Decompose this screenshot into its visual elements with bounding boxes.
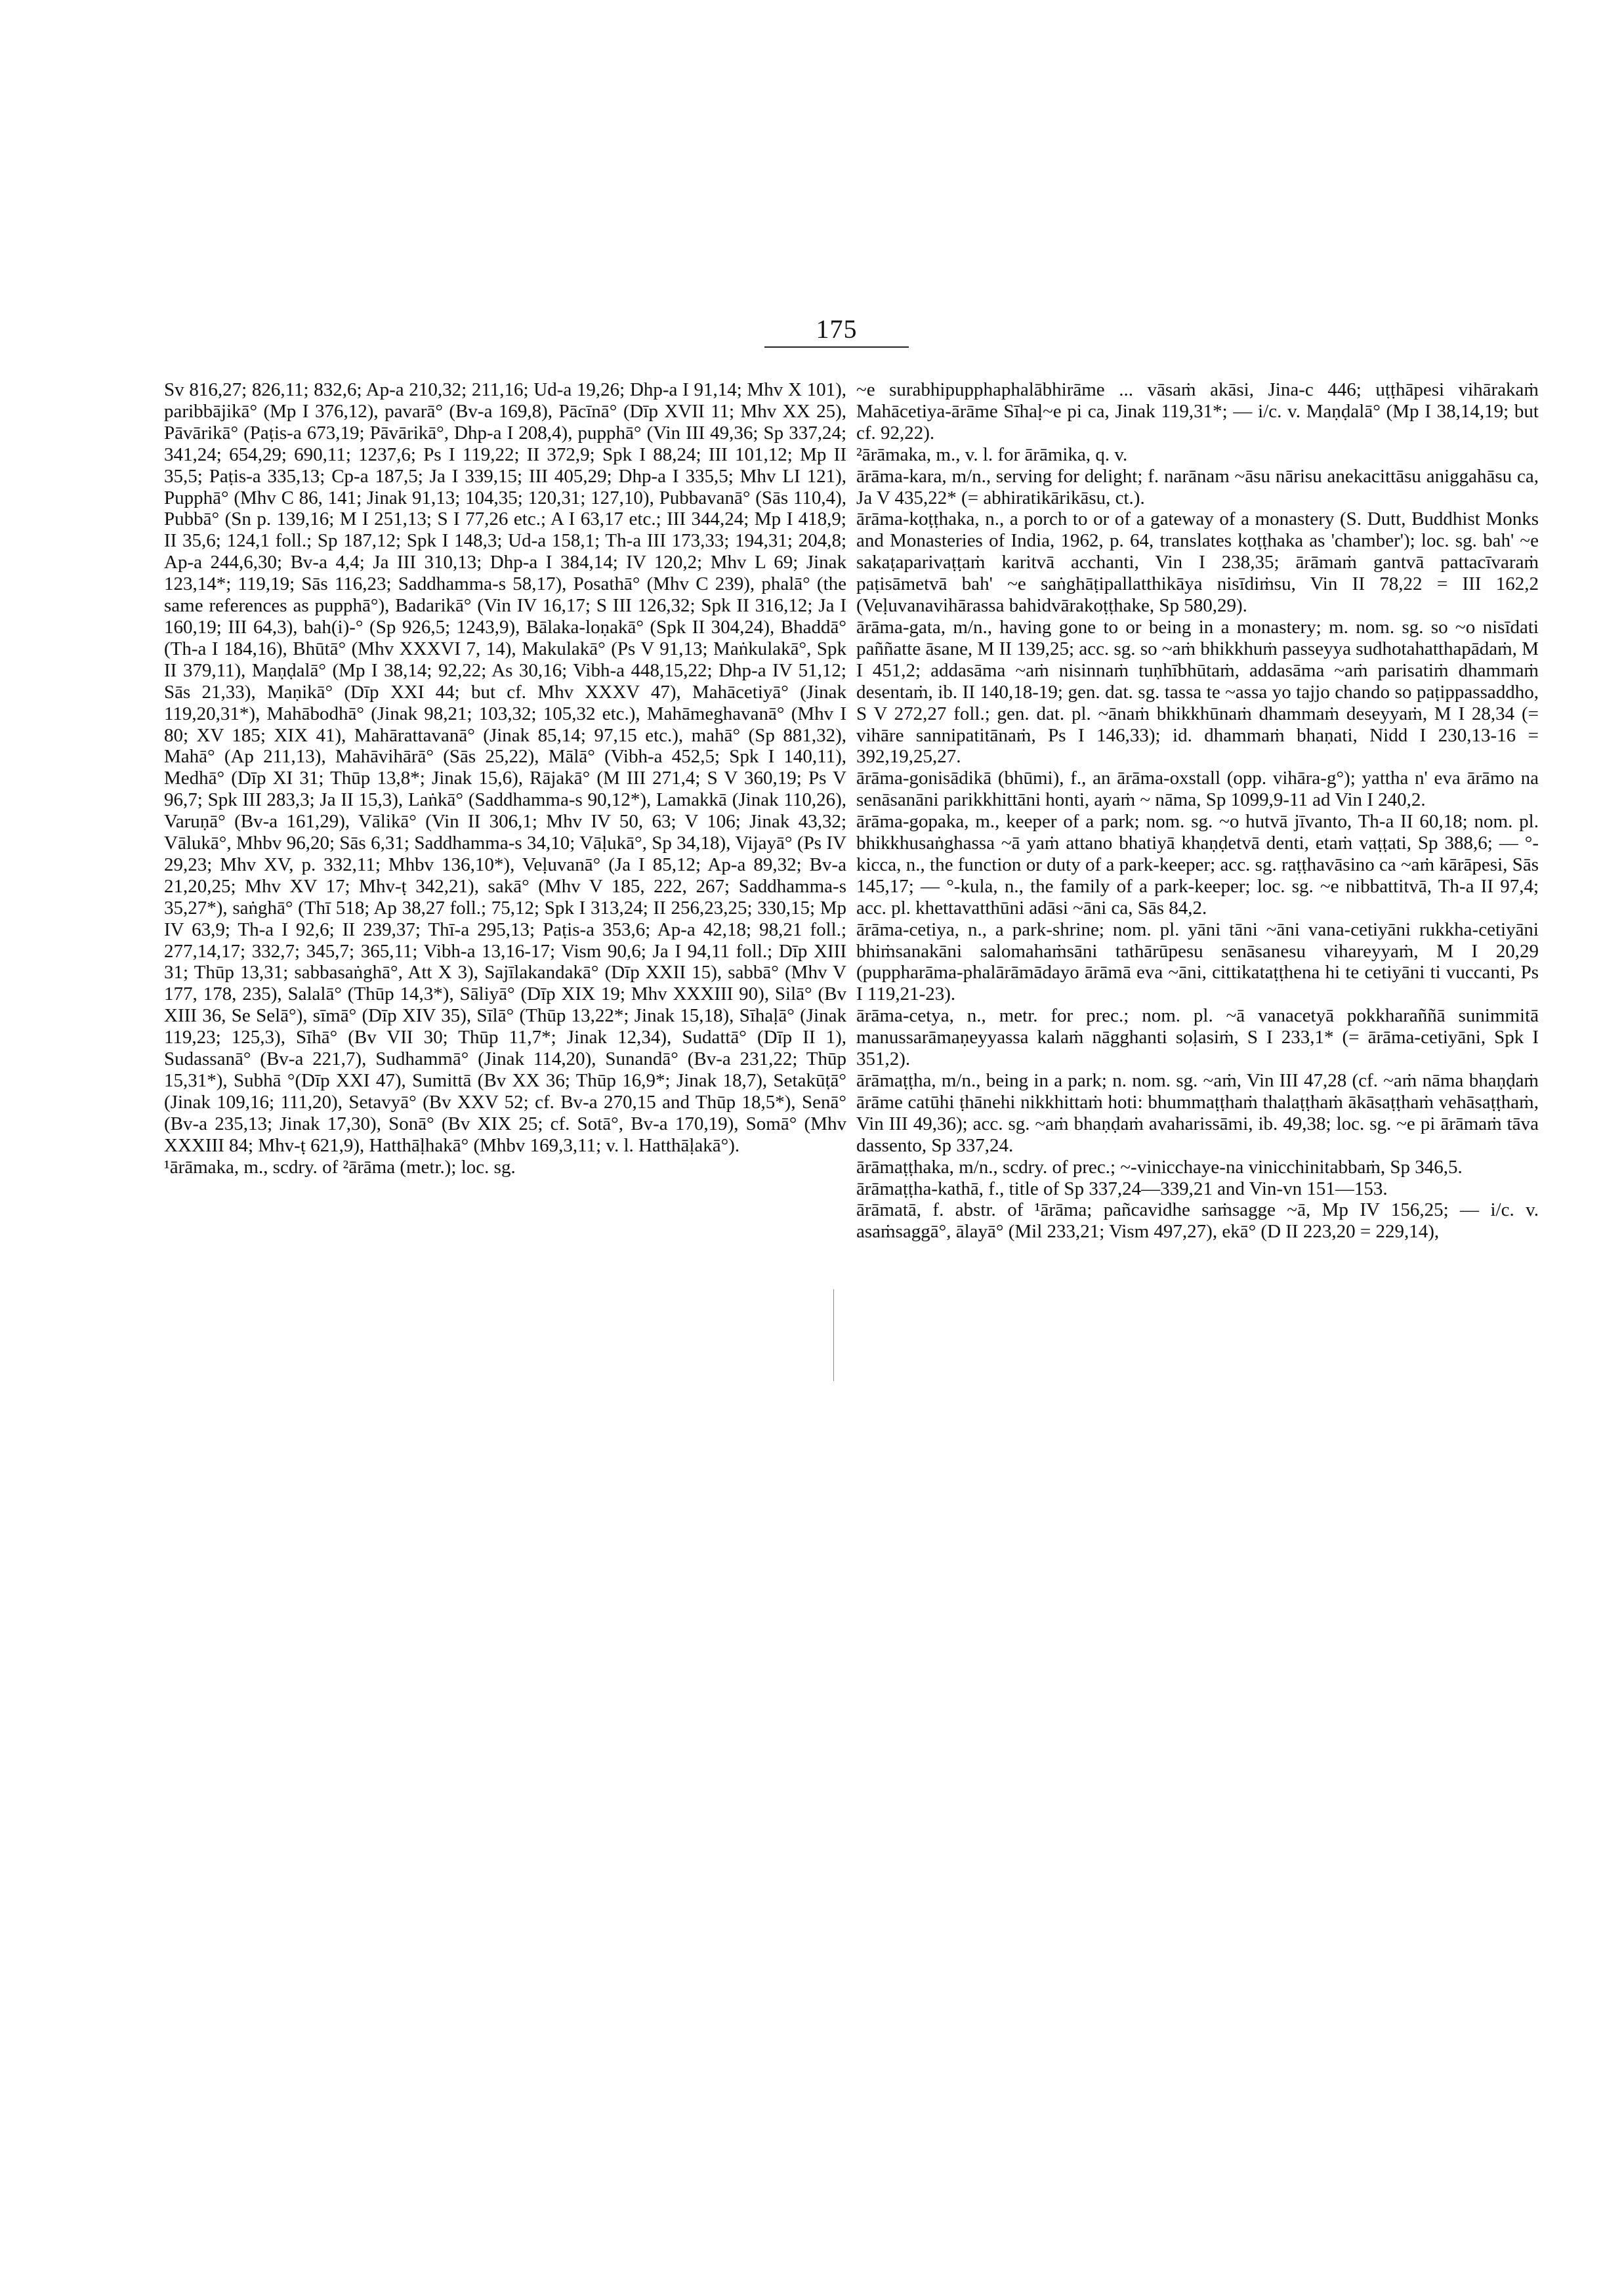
right-paragraph-9: ārāma-cetya, n., metr. for prec.; nom. pl. ~ā vanacetyā pokkharaññā sunimmitā manussarāmaṇeyyassa kalaṁ nāgghanti soḷasiṁ, S I 233,1* (= ārāma-cetiyāni, Spk I 351,2). [856, 1005, 1539, 1070]
right-paragraph-4: ārāma-koṭṭhaka, n., a porch to or of a gateway of a monastery (S. Dutt, Buddhist Monks and Monasteries of India, 1962, p. 64, translates koṭṭhaka as 'chamber'); loc. sg. bah' ~e sakaṭaparivaṭṭaṁ karitvā acchanti, Vin I 238,35; ārāmaṁ gantvā pattacīvaraṁ paṭisāmetvā bah' ~e saṅghāṭipallatthikāya nisīdiṁsu, Vin II 78,22 = III 162,2 (Veḷuvanavihārassa bahidvārakoṭṭhake, Sp 580,29). [856, 508, 1539, 617]
right-paragraph-1: ~e surabhipupphaphalābhirāme ... vāsaṁ akāsi, Jina-c 446; uṭṭhāpesi vihārakaṁ Mahācetiya-ārāme Sīhaḷ~e pi ca, Jinak 119,31*; — i/c. v. Maṇḍalā° (Mp I 38,14,19; but cf. 92,22). [856, 379, 1539, 444]
right-paragraph-5: ārāma-gata, m/n., having gone to or being in a monastery; m. nom. sg. so ~o nisīdati paññatte āsane, M II 139,25; acc. sg. so ~aṁ bhikkhuṁ passeyya sudhotahatthapādaṁ, M I 451,2; addasāma ~aṁ nisinnaṁ tuṇhībhūtaṁ, addasāma ~aṁ parisatiṁ dhammaṁ desentaṁ, ib. II 140,18-19; gen. dat. sg. tassa te ~assa yo tajjo chando so paṭippassaddho, S V 272,27 foll.; gen. dat. pl. ~ānaṁ bhikkhūnaṁ dhammaṁ deseyyaṁ, M I 28,34 (= vihāre sannipatitānaṁ, Ps I 146,33); id. dhammaṁ bhaṇati, Nidd I 230,13-16 = 392,19,25,27. [856, 616, 1539, 768]
right-paragraph-13: ārāmatā, f. abstr. of ¹ārāma; pañcavidhe saṁsagge ~ā, Mp IV 156,25; — i/c. v. asaṁsaggā°, ālayā° (Mil 233,21; Vism 497,27), ekā° (D II 223,20 = 229,14), [856, 1199, 1539, 1243]
right-paragraph-10: ārāmaṭṭha, m/n., being in a park; n. nom. sg. ~aṁ, Vin III 47,28 (cf. ~aṁ nāma bhaṇḍaṁ ārāme catūhi ṭhānehi nikkhittaṁ hoti: bhummaṭṭhaṁ thalaṭṭhaṁ ākāsaṭṭhaṁ vehāsaṭṭhaṁ, Vin III 49,36); acc. sg. ~aṁ bhaṇḍaṁ avaharissāmi, ib. 49,38; loc. sg. ~e pi ārāmaṁ tāva dassento, Sp 337,24. [856, 1070, 1539, 1156]
right-column [856, 379, 1539, 1243]
page-number-rule [764, 346, 909, 348]
right-paragraph-12: ārāmaṭṭha-kathā, f., title of Sp 337,24—339,21 and Vin-vn 151—153. [856, 1178, 1388, 1199]
right-paragraph-2: ²ārāmaka, m., v. l. for ārāmika, q. v. [856, 444, 1128, 465]
right-paragraph-3: ārāma-kara, m/n., serving for delight; f. narānam ~āsu nārisu anekacittāsu aniggahāsu ca, Ja V 435,22* (= abhiratikārikāsu, ct.). [856, 465, 1539, 508]
right-paragraph-6: ārāma-gonisādikā (bhūmi), f., an ārāma-oxstall (opp. vihāra-g°); yattha n' eva ārāmo na senāsanāni parikkhittāni honti, ayaṁ ~ nāma, Sp 1099,9-11 ad Vin I 240,2. [856, 768, 1539, 811]
page-number: 175 [816, 314, 858, 344]
left-column [164, 379, 846, 1178]
right-paragraph-7: ārāma-gopaka, m., keeper of a park; nom. sg. ~o hutvā jīvanto, Th-a II 60,18; nom. pl. bhikkhusaṅghassa ~ā yaṁ attano bhatiyā khaṇḍetvā denti, etaṁ vaṭṭati, Sp 388,6; — °-kicca, n., the function or duty of a park-keeper; acc. sg. raṭṭhavāsino ca ~aṁ kārāpesi, Sās 145,17; — °-kula, n., the family of a park-keeper; loc. sg. ~e nibbattitvā, Th-a II 97,4; acc. pl. khettavatthūni adāsi ~āni ca, Sās 84,2. [856, 811, 1539, 919]
right-paragraph-11: ārāmaṭṭhaka, m/n., scdry. of prec.; ~-vinicchaye-na vinicchinitabbaṁ, Sp 346,5. [856, 1156, 1463, 1178]
margin-mark [833, 1289, 834, 1381]
left-paragraph-2: ¹ārāmaka, m., scdry. of ²ārāma (metr.); loc. sg. [164, 1156, 516, 1178]
left-paragraph-1: Sv 816,27; 826,11; 832,6; Ap-a 210,32; 211,16; Ud-a 19,26; Dhp-a I 91,14; Mhv X 101), paribbājikā° (Mp I 376,12), pavarā° (Bv-a 169,8), Pācīnā° (Dīp XVII 11; Mhv XX 25), Pāvārikā° (Paṭis-a 673,19; Pāvārikā°, Dhp-a I 208,4), pupphā° (Vin III 49,36; Sp 337,24; 341,24; 654,29; 690,11; 1237,6; Ps I 119,22; II 372,9; Spk I 88,24; III 101,12; Mp II 35,5; Paṭis-a 335,13; Cp-a 187,5; Ja I 339,15; III 405,29; Dhp-a I 335,5; Mhv LI 121), Pupphā° (Mhv C 86, 141; Jinak 91,13; 104,35; 120,31; 127,10), Pubbavanā° (Sās 110,4), Pubbā° (Sn p. 139,16; M I 251,13; S I 77,26 etc.; A I 63,17 etc.; III 344,24; Mp I 418,9; II 35,6; 124,1 foll.; Sp 187,12; Spk I 148,3; Ud-a 158,1; Th-a III 173,33; 194,31; 204,8; Ap-a 244,6,30; Bv-a 4,4; Ja III 310,13; Dhp-a I 384,14; IV 120,2; Mhv L 69; Jinak 123,14*; 119,19; Sās 116,23; Saddhamma-s 58,17), Posathā° (Mhv C 239), phalā° (the same references as pupphā°), Badarikā° (Vin IV 16,17; S III 126,32; Spk II 316,12; Ja I 160,19; III 64,3), bah(i)-° (Sp 926,5; 1243,9), Bālaka-loṇakā° (Spk II 304,24), Bhaddā° (Th-a I 184,16), Bhūtā° (Mhv XXXVI 7, 14), Makulakā° (Ps V 91,13; Maṅkulakā°, Spk II 379,11), Maṇḍalā° (Mp I 38,14; 92,22; As 30,16; Vibh-a 448,15,22; Dhp-a IV 51,12; Sās 21,33), Maṇikā° (Dīp XXI 44; but cf. Mhv XXXV 47), Mahācetiyā° (Jinak 119,20,31*), Mahābodhā° (Jinak 98,21; 103,32; 105,32 etc.), Mahāmeghavanā° (Mhv I 80; XV 185; XIX 41), Mahārattavanā° (Jinak 85,14; 97,15 etc.), mahā° (Sp 881,32), Mahā° (Ap 211,13), Mahāvihārā° (Sās 25,22), Mālā° (Vibh-a 452,5; Spk I 140,11), Medhā° (Dīp XI 31; Thūp 13,8*; Jinak 15,6), Rājakā° (M III 271,4; S V 360,19; Ps V 96,7; Spk III 283,3; Ja II 15,3), Laṅkā° (Saddhamma-s 90,12*), Lamakkā (Jinak 110,26), Varuṇā° (Bv-a 161,29), Vālikā° (Vin II 306,1; Mhv IV 50, 63; V 106; Jinak 43,32; Vālukā°, Mhbv 96,20; Sās 6,31; Saddhamma-s 34,10; Vāḷukā°, Sp 34,18), Vijayā° (Ps IV 29,23; Mhv XV, p. 332,11; Mhbv 136,10*), Veḷuvanā° (Ja I 85,12; Ap-a 89,32; Bv-a 21,20,25; Mhv XV 17; Mhv-ṭ 342,21), sakā° (Mhv V 185, 222, 267; Saddhamma-s 35,27*), saṅghā° (Thī 518; Ap 38,27 foll.; 75,12; Spk I 313,24; II 256,23,25; 330,15; Mp IV 63,9; Th-a I 92,6; II 239,37; Thī-a 295,13; Paṭis-a 353,6; Ap-a 42,18; 98,21 foll.; 277,14,17; 332,7; 345,7; 365,11; Vibh-a 13,16-17; Vism 90,6; Ja I 94,11 foll.; Dīp XIII 31; Thūp 13,31; sabbasaṅghā°, Att X 3), Sajīlakandakā° (Dīp XXII 15), sabbā° (Mhv V 177, 178, 235), Salalā° (Thūp 14,3*), Sāliyā° (Dīp XIX 19; Mhv XXXIII 90), Silā° (Bv XIII 36, Se Selā°), sīmā° (Dīp XIV 35), Sīlā° (Thūp 13,22*; Jinak 15,18), Sīhaḷā° (Jinak 119,23; 125,3), Sīhā° (Bv VII 30; Thūp 11,7*; Jinak 12,34), Sudattā° (Dīp II 1), Sudassanā° (Bv-a 221,7), Sudhammā° (Jinak 114,20), Sunandā° (Bv-a 231,22; Thūp 15,31*), Subhā °(Dīp XXI 47), Sumittā (Bv XX 36; Thūp 16,9*; Jinak 18,7), Setakūṭā° (Jinak 109,16; 111,20), Setavyā° (Bv XXV 52; cf. Bv-a 270,15 and Thūp 18,5*), Senā° (Bv-a 235,13; Jinak 17,30), Sonā° (Bv XIX 25; cf. Sotā°, Bv-a 170,19), Somā° (Mhv XXXIII 84; Mhv-ṭ 621,9), Hatthāḷhakā° (Mhbv 169,3,11; v. l. Hatthāḷakā°). [164, 379, 846, 1156]
right-paragraph-8: ārāma-cetiya, n., a park-shrine; nom. pl. yāni tāni ~āni vana-cetiyāni rukkha-cetiyāni bhiṁsanakāni salomahaṁsāni tathārūpesu senāsanesu vihareyyaṁ, M I 20,29 (puppharāma-phalārāmādayo ārāmā eva ~āni, cittikataṭṭhena hi te cetiyāni ti vuccanti, Ps I 119,21-23). [856, 919, 1539, 1005]
